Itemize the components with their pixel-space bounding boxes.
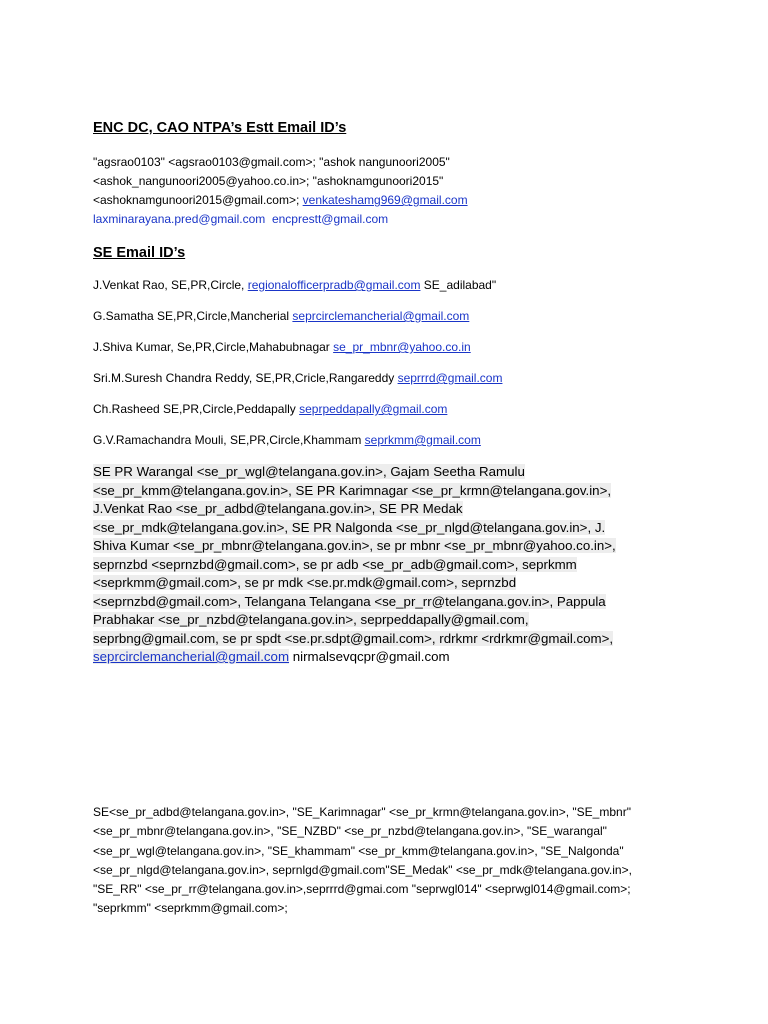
se-heading: SE Email ID’s <box>93 245 186 261</box>
se-entry-4 <box>93 371 502 385</box>
bottom-line: "seprkmm" <seprkmm@gmail.com>; <box>93 901 288 916</box>
se-entry-3 <box>93 340 471 354</box>
laxminarayana-email[interactable]: laxminarayana.pred@gmail.com <box>93 212 266 226</box>
estt-line-4 <box>93 210 468 229</box>
se-entry-text: G.V.Ramachandra Mouli, SE,PR,Circle,Khammam <box>93 433 365 447</box>
highlighted-line: Prabhakar <se_pr_nzbd@telangana.gov.in>, seprpeddapally@gmail.com, <box>93 612 529 627</box>
bottom-line: <se_pr_nlgd@telangana.gov.in>, seprnlgd@gmail.com"SE_Medak" <se_pr_mdk@telangana.gov.in>, <box>93 862 632 877</box>
highlighted-last-line <box>93 648 665 667</box>
se-entry-email-link[interactable]: se_pr_mbnr@yahoo.co.in <box>333 340 471 354</box>
se-entry-text: Sri.M.Suresh Chandra Reddy, SE,PR,Cricle,Rangareddy <box>93 371 398 385</box>
se-entry-2 <box>93 309 469 323</box>
estt-emails-block <box>93 153 468 229</box>
mancherial-email-link[interactable]: seprcirclemancherial@gmail.com <box>93 649 290 664</box>
estt-line-3-text: <ashoknamgunoori2015@gmail.com>; <box>93 193 303 207</box>
se-entry-text: G.Samatha SE,PR,Circle,Mancherial <box>93 309 293 323</box>
highlighted-line: <seprnzbd@gmail.com>, Telangana Telangana <se_pr_rr@telangana.gov.in>, Pappula <box>93 593 606 609</box>
se-entry-suffix: SE_adilabad" <box>420 278 497 292</box>
se-entry-email-link[interactable]: seprpeddapally@gmail.com <box>299 402 448 416</box>
estt-line-2: <ashok_nangunoori2005@yahoo.co.in>; "ashoknamgunoori2015" <box>93 174 444 188</box>
highlighted-line: SE PR Warangal <se_pr_wgl@telangana.gov.in>, Gajam Seetha Ramulu <box>93 464 525 479</box>
se-entry-email-link[interactable]: seprcirclemancherial@gmail.com <box>292 309 470 323</box>
bottom-line: "SE_RR" <se_pr_rr@telangana.gov.in>,seprrrd@gmai.com "seprwgl014" <seprwgl014@gmail.com>; <box>93 882 631 897</box>
highlighted-line: Shiva Kumar <se_pr_mbnr@telangana.gov.in>, se pr mbnr <se_pr_mbnr@yahoo.co.in>, <box>93 538 616 553</box>
bottom-email-block <box>93 803 683 919</box>
se-entry-1 <box>93 278 496 292</box>
se-entry-6 <box>93 433 481 447</box>
highlighted-line: <se_pr_mdk@telangana.gov.in>, SE PR Nalgonda <se_pr_nlgd@telangana.gov.in>, J. <box>93 519 606 535</box>
bottom-line: <se_pr_mbnr@telangana.gov.in>, "SE_NZBD" <se_pr_nzbd@telangana.gov.in>, "SE_warangal" <box>93 824 607 839</box>
bottom-line: SE<se_pr_adbd@telangana.gov.in>, "SE_Karimnagar" <se_pr_krmn@telangana.gov.in>, "SE_mbnr" <box>93 805 631 819</box>
highlighted-email-block <box>93 463 665 667</box>
se-entry-text: Ch.Rasheed SE,PR,Circle,Peddapally <box>93 402 300 416</box>
highlighted-line: <se_pr_kmm@telangana.gov.in>, SE PR Karimnagar <se_pr_krmn@telangana.gov.in>, <box>93 482 612 498</box>
encprestt-email[interactable]: encprestt@gmail.com <box>271 212 389 226</box>
highlighted-line: <seprkmm@gmail.com>, se pr mdk <se.pr.mdk@gmail.com>, seprnzbd <box>93 575 517 590</box>
venkatesham-email-link[interactable]: venkateshamg969@gmail.com <box>302 193 468 207</box>
se-entry-text: J.Shiva Kumar, Se,PR,Circle,Mahabubnagar <box>93 340 334 354</box>
nirmal-email: nirmalsevqcpr@gmail.com <box>289 649 450 664</box>
se-entry-email-link[interactable]: seprrrd@gmail.com <box>397 371 503 385</box>
se-entry-5 <box>93 402 447 416</box>
estt-heading: ENC DC, CAO NTPA’s Estt Email ID’s <box>93 120 347 136</box>
estt-line-3 <box>93 191 468 210</box>
estt-line-1: "agsrao0103" <agsrao0103@gmail.com>; "ashok nangunoori2005" <box>93 155 450 169</box>
highlighted-line: seprbng@gmail.com, se pr spdt <se.pr.sdpt@gmail.com>, rdrkmr <rdrkmr@gmail.com>, <box>93 630 614 646</box>
highlighted-line: seprnzbd <seprnzbd@gmail.com>, se pr adb <se_pr_adb@gmail.com>, seprkmm <box>93 556 577 572</box>
se-entry-text: J.Venkat Rao, SE,PR,Circle, <box>93 278 248 292</box>
highlighted-line: J.Venkat Rao <se_pr_adbd@telangana.gov.in>, SE PR Medak <box>93 501 463 516</box>
bottom-line: <se_pr_wgl@telangana.gov.in>, "SE_khammam" <se_pr_kmm@telangana.gov.in>, "SE_Nalgonda" <box>93 843 624 858</box>
se-entry-email-link[interactable]: regionalofficerpradb@gmail.com <box>247 278 421 292</box>
se-entry-email-link[interactable]: seprkmm@gmail.com <box>364 433 481 447</box>
